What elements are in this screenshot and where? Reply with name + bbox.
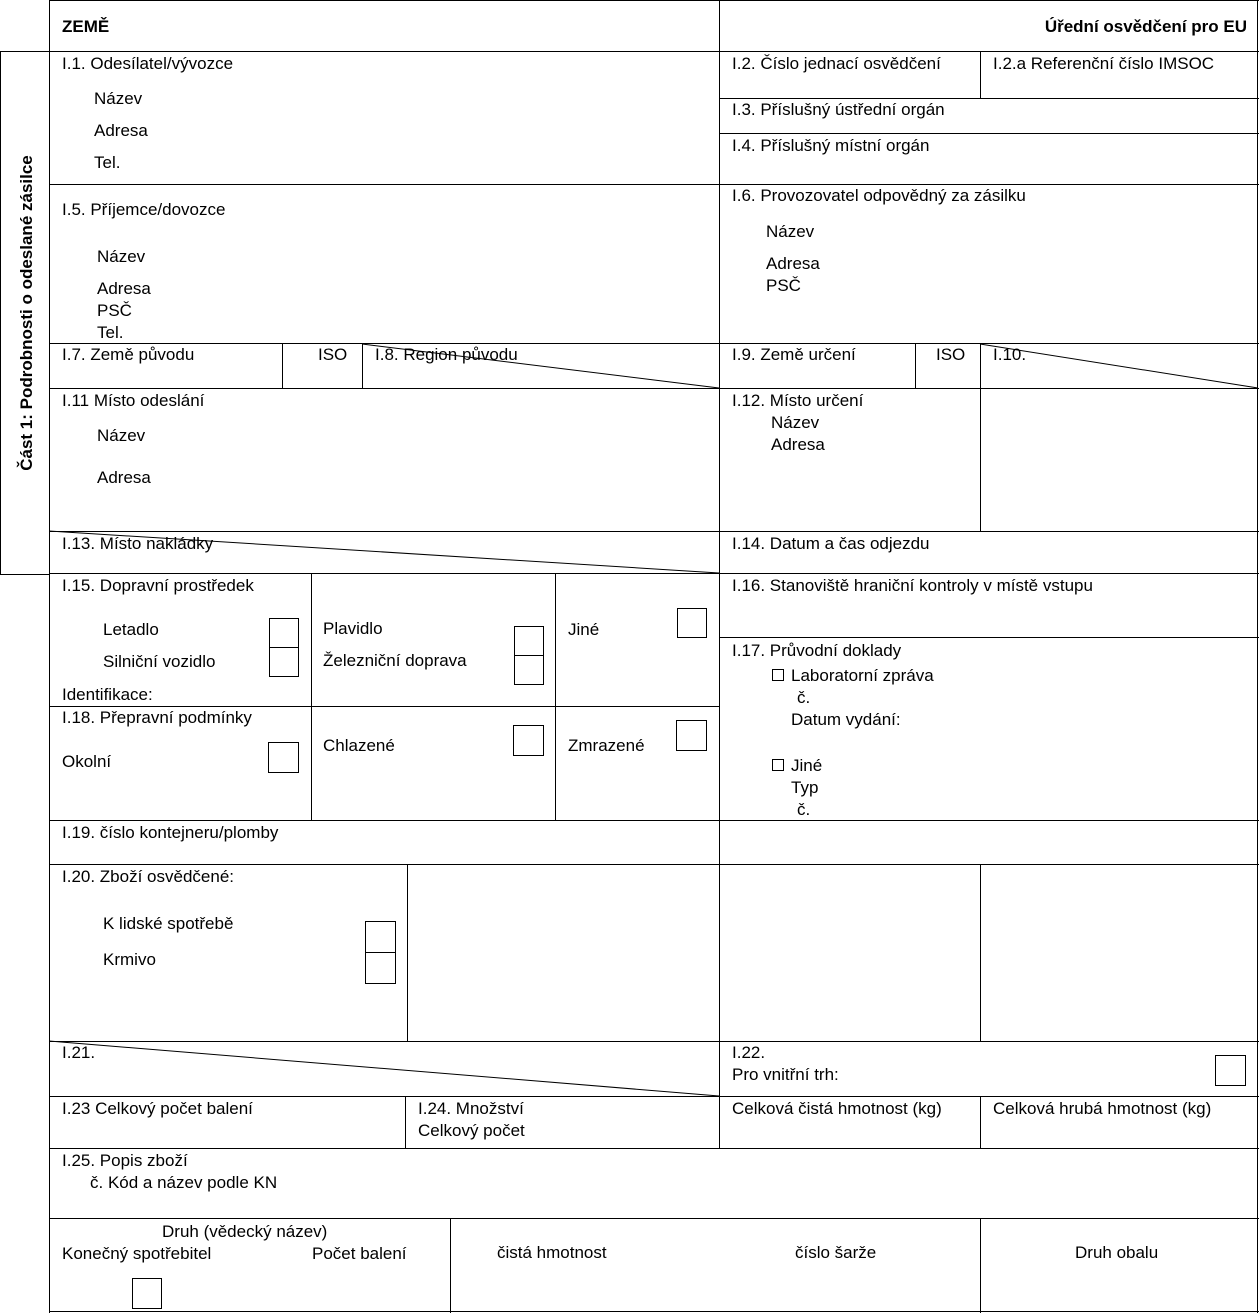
table-header-final-consumer: Konečný spotřebitel	[62, 1244, 212, 1263]
certificate-title: Úřední osvědčení pro EU	[1044, 17, 1247, 36]
i15-identification: Identifikace:	[62, 685, 153, 704]
i11-name: Název	[97, 426, 146, 445]
country-header: ZEMĚ	[62, 17, 110, 36]
checkbox-aircraft[interactable]	[269, 618, 299, 648]
i1-address: Adresa	[94, 121, 148, 140]
i7-iso: ISO	[318, 345, 348, 364]
i6-address: Adresa	[766, 254, 820, 273]
checkbox-other-transport[interactable]	[677, 608, 707, 638]
i2a-label: I.2.a Referenční číslo IMSOC	[993, 54, 1215, 73]
i15-aircraft: Letadlo	[103, 620, 159, 639]
checkbox-feed[interactable]	[365, 952, 396, 984]
i17-other: Jiné	[791, 756, 823, 775]
i17-number: č.	[797, 688, 811, 707]
i3-label: I.3. Příslušný ústřední orgán	[732, 100, 945, 119]
i17-number-2: č.	[797, 800, 811, 819]
i13-label: I.13. Místo nakládky	[62, 534, 214, 553]
i20-human-consumption: K lidské spotřebě	[103, 914, 234, 933]
i20-feed: Krmivo	[103, 950, 156, 969]
net-weight-total-label: Celková čistá hmotnost (kg)	[732, 1099, 942, 1118]
i6-postcode: PSČ	[766, 276, 801, 295]
checkbox-internal-market[interactable]	[1215, 1055, 1246, 1086]
i5-label: I.5. Příjemce/dovozce	[62, 200, 226, 219]
i6-name: Název	[766, 222, 815, 241]
i16-label: I.16. Stanoviště hraniční kontroly v místě vstupu	[732, 576, 1093, 595]
i15-vessel: Plavidlo	[323, 619, 383, 638]
checkbox-human-consumption[interactable]	[365, 921, 396, 953]
i5-address: Adresa	[97, 279, 151, 298]
i21-label: I.21.	[62, 1043, 96, 1062]
checkbox-chilled[interactable]	[513, 725, 544, 756]
i11-address: Adresa	[97, 468, 151, 487]
i17-lab-report: Laboratorní zpráva	[791, 666, 934, 685]
i19-label: I.19. číslo kontejneru/plomby	[62, 823, 279, 842]
table-header-batch: číslo šarže	[795, 1243, 877, 1262]
i22-label: I.22.	[732, 1043, 766, 1062]
gross-weight-total-label: Celková hrubá hmotnost (kg)	[993, 1099, 1212, 1118]
i10-label: I.10.	[993, 345, 1027, 364]
i23-label: I.23 Celkový počet balení	[62, 1099, 253, 1118]
table-header-species: Druh (vědecký název)	[162, 1222, 328, 1241]
i24-total: Celkový počet	[418, 1121, 525, 1140]
i1-tel: Tel.	[94, 153, 121, 172]
i6-label: I.6. Provozovatel odpovědný za zásilku	[732, 186, 1026, 205]
table-header-packages: Počet balení	[312, 1244, 407, 1263]
i18-frozen: Zmrazené	[568, 736, 645, 755]
i1-label: I.1. Odesílatel/vývozce	[62, 54, 234, 73]
i15-road-vehicle: Silniční vozidlo	[103, 652, 216, 671]
checkbox-final-consumer[interactable]	[132, 1278, 162, 1309]
i7-label: I.7. Země původu	[62, 345, 195, 364]
i22-internal-market: Pro vnitřní trh:	[732, 1065, 839, 1084]
checkbox-lab-report[interactable]	[772, 669, 784, 681]
checkbox-ambient[interactable]	[268, 742, 299, 773]
i18-chilled: Chlazené	[323, 736, 395, 755]
i9-label: I.9. Země určení	[732, 345, 856, 364]
checkbox-vessel[interactable]	[514, 626, 544, 656]
checkbox-frozen[interactable]	[676, 720, 707, 751]
i12-label: I.12. Místo určení	[732, 391, 864, 410]
i2-label: I.2. Číslo jednací osvědčení	[732, 54, 941, 73]
checkbox-other-document[interactable]	[772, 759, 784, 771]
i17-label: I.17. Průvodní doklady	[732, 641, 902, 660]
i1-name: Název	[94, 89, 143, 108]
i15-other: Jiné	[568, 620, 600, 639]
i18-ambient: Okolní	[62, 752, 112, 771]
i17-type: Typ	[791, 778, 819, 797]
i17-issue-date: Datum vydání:	[791, 710, 901, 729]
i5-name: Název	[97, 247, 146, 266]
i11-label: I.11 Místo odeslání	[62, 391, 205, 410]
i25-cn-code: č. Kód a název podle KN	[90, 1173, 278, 1192]
checkbox-rail[interactable]	[514, 655, 544, 685]
table-header-packaging: Druh obalu	[1075, 1243, 1159, 1262]
i14-label: I.14. Datum a čas odjezdu	[732, 534, 930, 553]
i9-iso: ISO	[936, 345, 966, 364]
table-header-net-weight: čistá hmotnost	[497, 1243, 607, 1262]
i15-rail: Železniční doprava	[323, 651, 467, 670]
i12-name: Název	[771, 413, 820, 432]
i5-tel: Tel.	[97, 323, 124, 342]
checkbox-road-vehicle[interactable]	[269, 647, 299, 677]
part-1-label: Část 1: Podrobnosti o odeslané zásilce	[17, 155, 36, 471]
i4-label: I.4. Příslušný místní orgán	[732, 136, 930, 155]
i8-label: I.8. Region původu	[375, 345, 518, 364]
i20-label: I.20. Zboží osvědčené:	[62, 867, 234, 886]
i15-label: I.15. Dopravní prostředek	[62, 576, 254, 595]
i18-label: I.18. Přepravní podmínky	[62, 708, 252, 727]
i25-label: I.25. Popis zboží	[62, 1151, 188, 1170]
i24-label: I.24. Množství	[418, 1099, 524, 1118]
i5-postcode: PSČ	[97, 301, 132, 320]
i12-address: Adresa	[771, 435, 825, 454]
